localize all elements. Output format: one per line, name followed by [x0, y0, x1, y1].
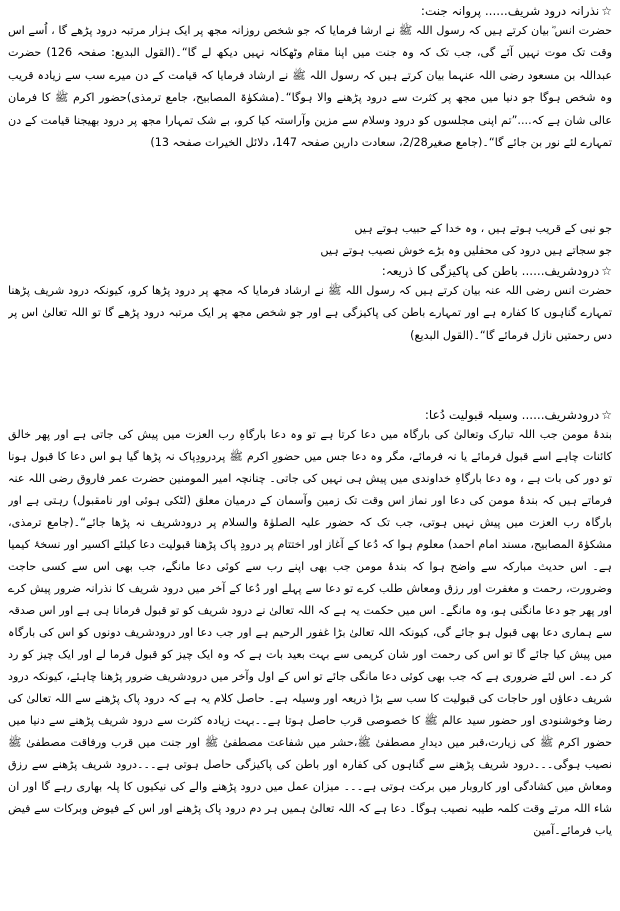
- section-heading: [8, 262, 612, 280]
- star-icon: ☆: [601, 408, 612, 422]
- verse-line: جو نبی کے قریب ہوتے ہیں ، وہ خدا کے حبیب ہوتے ہیں: [354, 222, 612, 235]
- section-heading-text: درودشریف...... باطن کی پاکیزگی کا ذریعہ:: [381, 264, 600, 278]
- section-heading-text: نذرانہ درود شریف...... پروانہ جنت:: [420, 4, 600, 18]
- section-body: حضرت انس ؓ بیان کرتے ہیں کہ رسول اللہ ﷺ نے ارشا فرمایا کہ جو شخص روزانہ مجھ پر ایک ہزار مرتبہ درود پڑھے گا ، اُسے اس وقت تک موت نہیں آئے گی، جب تک کہ وہ جنت میں اپنا مقام وٹھکانہ نہیں دیکھ لے گا“۔(القول البدیع: صفحہ 126) حضرت عبداللہ بن مسعود رضی اللہ عنہما بیان کرتے ہیں کہ رسول اللہ ﷺ نے ارشاد فرمایا کہ قیامت کے دن میرے سب سے زیادہ قریب وہ شخص ہوگا جو دنیا میں مجھ پر کثرت سے درود پڑھنے والا ہوگا“۔(مشکوٰۃ المصابیح، جامع ترمذی)حضور اکرم ﷺ کا فرمان عالی شان ہے کہ....”تم اپنی مجلسوں کو درود وسلام سے مزین وآراستہ کیا کرو، بے شک تمہارا مجھ پر درود بھیجنا قیامت کے دن تمہارے لئے نور بن جائے گا“۔(جامع صغیر2/28، سعادت دارین صفحہ 147، دلائل الخیرات صفحہ 13): [8, 24, 612, 150]
- star-icon: ☆: [601, 4, 612, 18]
- section-durood-paradise: [8, 2, 612, 263]
- section-body: بندۂ مومن جب اللہ تبارک وتعالیٰ کی بارگاہ میں دعا کرتا ہے تو وہ دعا بارگاہِ رب العزت میں پیش کی جاتی ہے اور پھر خالق کائنات چاہے اسے قبول فرمائے یا نہ فرمائے، مگر وہ دعا جس میں حضورِ اکرم ﷺ پردرودِپاک نہ پڑھا گیا ہو اس دعا کا قبول ہونا تو دور کی بات ہے ، وہ دعا بارگاہِ خداوندی میں پیش ہی نہیں کی جاتی۔ چنانچہ امیر المومنین حضرت عمر فاروق رضی اللہ عنہ فرماتے ہیں کہ بندۂ مومن کی دعا اور نماز اس وقت تک زمین وآسمان کے درمیان معلق (لٹکی ہوئی اور نامقبول) رہتی ہے اور بارگاہ رب العزت میں پیش نہیں ہوتی، جب تک کہ حضور علیہ الصلوٰۃ والسلام پر درودشریف نہ پڑھا جائے“۔(جامع ترمذی، مشکوٰۃ المصابیح، مسند امام احمد) معلوم ہوا کہ دُعا کے آغاز اور اختتام پر درودِ پاک پڑھنا قبولیت دعا کیلئے اکسیر اور نسخۂ کیمیا ہے۔ اس حدیث مبارکہ سے واضح ہوا کہ بندۂ مومن جب بھی اپنے رب سے کوئی دعا مانگے، جب بھی اس سے کسی حاجت وضرورت، رحمت و مغفرت اور رزق ومعاش طلب کرے تو دعا سے پہلے اور دُعا کے آخر میں درود شریف کا نذرانہ ضرور پیش کرے اور پھر جو دعا مانگنی ہو، وہ مانگے۔ اس میں حکمت یہ ہے کہ اللہ تعالیٰ نے درود شریف کو تو قبول فرمانا ہی ہے اور اس صدقہ سے ہماری دعا بھی قبول ہو جائے گی، کیونکہ اللہ تعالیٰ بڑا غفور الرحیم ہے اور جب دعا اور درودشریف دونوں کو اس کی بارگاہ میں پیش کیا جائے گا تو اس کی رحمت اور شان کریمی سے بہت بعید بات ہے کہ وہ ایک چیز کو قبول فرما لے اور ایک چیز کو رد کر دے۔ اس لئے ضروری ہے کہ جب بھی کوئی دعا مانگی جائے تو اس کے اول وآخر میں درودشریف ضرور پڑھنا چاہئے، کیونکہ درود شریف دعاؤں اور حاجات کی قبولیت کا سب سے بڑا ذریعہ اور وسیلہ ہے۔ حاصل کلام یہ ہے کہ درود پاک پڑھنے سے اللہ تعالیٰ کی رضا وخوشنودی اور حضور سید عالم ﷺ کا خصوصی قرب حاصل ہوتا ہے۔۔بہت زیادہ کثرت سے درود شریف پڑھنے سے دنیا میں حضور اکرم ﷺ کی زیارت،قبر میں دیدارِ مصطفیٰ ﷺ،حشر میں شفاعت مصطفیٰ ﷺ اور جنت میں قرب ورفاقت مصطفیٰ ﷺ نصیب ہوگی۔۔۔درود شریف پڑھنے سے گناہوں کی کفارہ اور باطن کی پاکیزگی حاصل ہوتی ہے۔۔۔درود شریف پڑھنے سے رزق ومعاش میں کشادگی اور کاروبار میں برکت ہوتی ہے۔۔۔ میزان عمل میں درود پڑھنے والے کی نیکیوں کا پلہ بھاری رہے گا اور ان شاء اللہ مرتے وقت کلمہ طیبہ نصیب ہوگا۔ دعا ہے کہ اللہ تعالیٰ ہمیں ہر دم درود پاک پڑھنے اور اس کے فیوض وبرکات سے فیض یاب فرمائے۔آمین: [8, 428, 612, 837]
- verse-line: جو سجاتے ہیں درود کی محفلیں وہ بڑے خوش نصیب ہوتے ہیں: [320, 244, 612, 258]
- star-icon: ☆: [601, 264, 612, 278]
- section-heading-text: درودشریف...... وسیلہ قبولیت دُعا:: [424, 408, 600, 422]
- section-heading: [8, 406, 612, 424]
- section-body: حضرت انس رضی اللہ عنہ بیان کرتے ہیں کہ رسول اللہ ﷺ نے ارشاد فرمایا کہ مجھ پر درود پڑھا کرو، کیونکہ درود شریف پڑھنا تمہارے گناہوں کا کفارہ ہے اور تمہارے باطن کی پاکیزگی ہے اور جو شخص مجھ پر ایک مرتبہ درود پڑھے گا تو اللہ تعالیٰ اس پر دس رحمتیں نازل فرمائے گا“۔(القول البدیع): [8, 284, 612, 342]
- section-dua-acceptance: [8, 406, 612, 908]
- section-inner-purity: [8, 262, 612, 370]
- section-heading: [8, 2, 612, 20]
